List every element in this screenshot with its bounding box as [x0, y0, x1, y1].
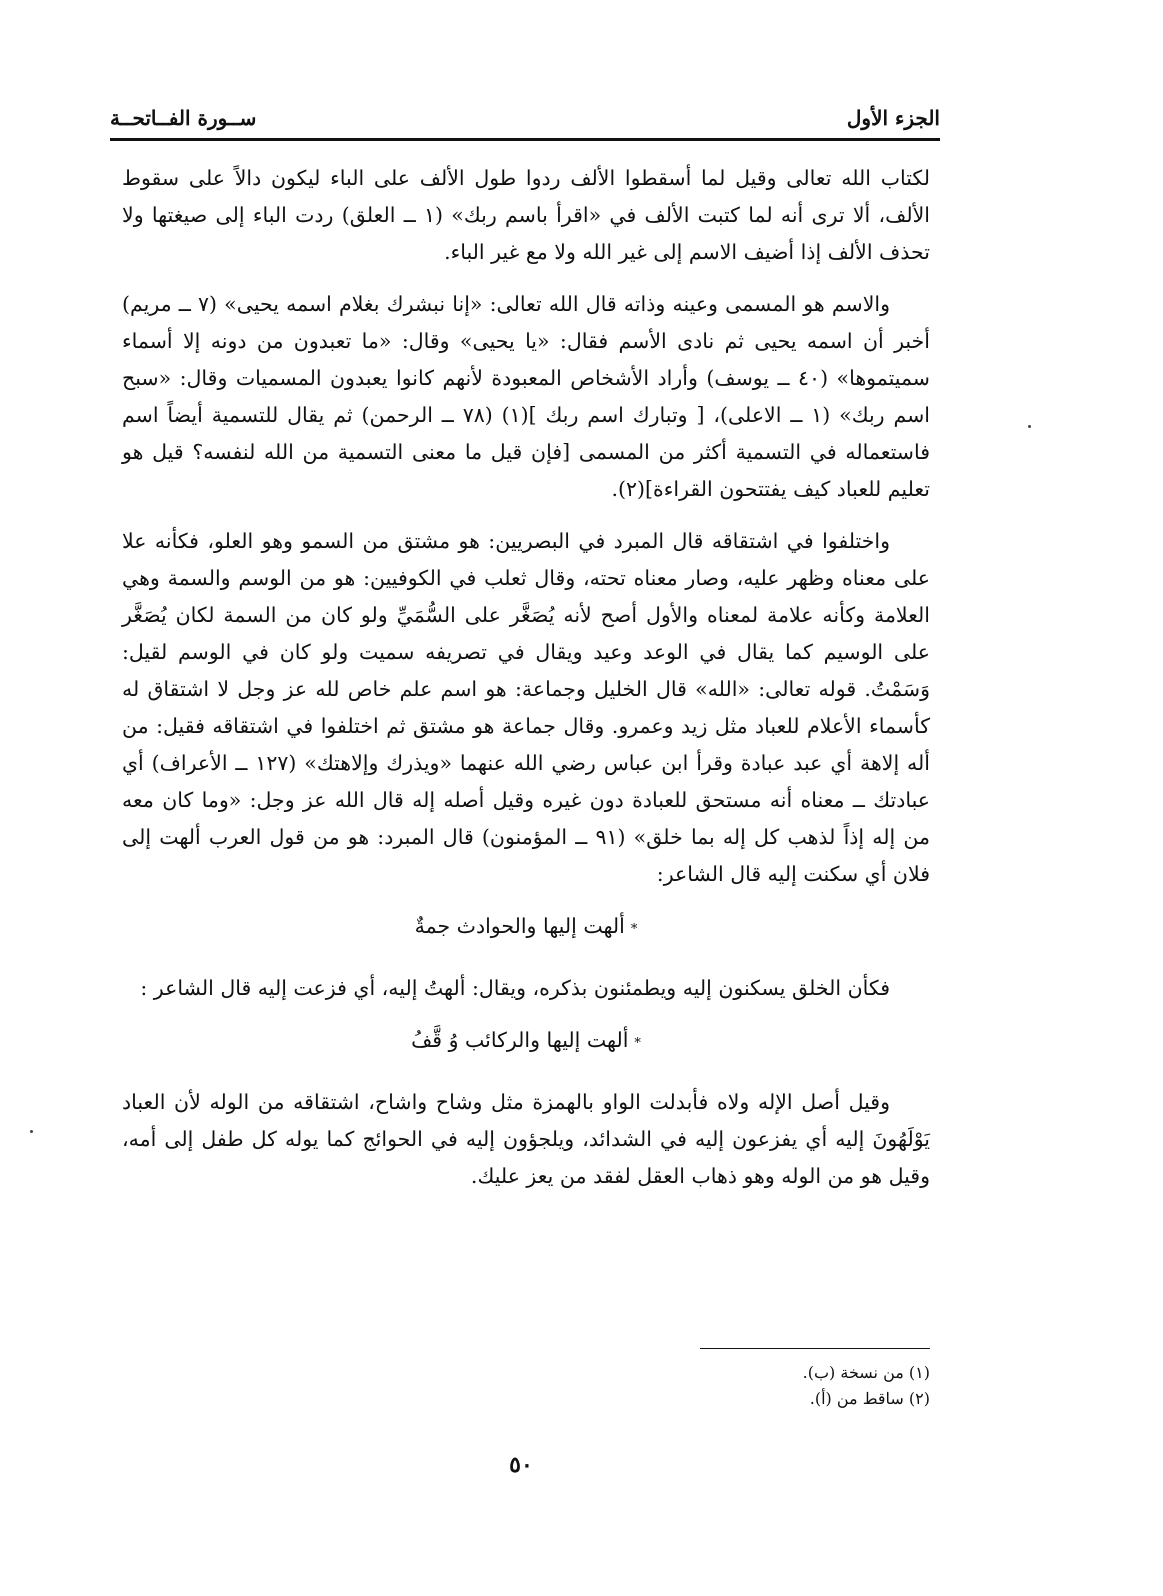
footnote-1: (١) من نسخة (ب). — [802, 1363, 930, 1382]
surah-title: ســورة الفــاتحــة — [110, 106, 257, 130]
main-text — [122, 160, 930, 1210]
scan-speck — [30, 1130, 33, 1133]
footnotes — [600, 1360, 930, 1412]
page-number: ٥٠ — [509, 1452, 533, 1478]
part-title: الجزء الأول — [846, 106, 940, 130]
paragraph-1: لكتاب الله تعالى وقيل لما أسقطوا الألف ردوا طول الألف على الباء ليكون دالاً على سقوط الألف، ألا ترى أنه لما كتبت الألف في «اقرأ باسم ربك» (١ ــ العلق) ردت الباء إلى صيغتها ولا تحذف الألف إذا أضيف الاسم إلى غير الله ولا مع غير الباء. — [122, 166, 930, 264]
poem-verse-1 — [122, 908, 930, 948]
verse-text: ألهت إليها والركائب وُ قَّفُ — [411, 1028, 629, 1052]
paragraph-4: فكأن الخلق يسكنون إليه ويطمئنون بذكره، ويقال: ألهتُ إليه، أي فزعت إليه قال الشاعر : — [140, 976, 890, 1000]
verse-mark: * — [634, 1036, 641, 1051]
paragraph-3: واختلفوا في اشتقاقه قال المبرد في البصريين: هو مشتق من السمو وهو العلو، فكأنه علا على معناه وظهر عليه، وصار معناه تحته، وقال ثعلب في الكوفيين: هو من الوسم والسمة وهي العلامة وكأنه علامة لمعناه والأول أصح لأنه يُصَغَّر على السُّمَيِّ ولو كان من السمة لكان يُصَغَّر على الوسيم كما يقال في الوعد وعيد ويقال في تصريفه سميت ولو كان في الوسم لقيل: وَسَمْتُ. قوله تعالى: «الله» قال الخليل وجماعة: هو اسم علم خاص لله عز وجل لا اشتقاق له كأسماء الأعلام للعباد مثل زيد وعمرو. وقال جماعة هو مشتق ثم اختلفوا في اشتقاقه فقيل: من أله إلاهة أي عبد عبادة وقرأ ابن عباس رضي الله عنهما «ويذرك وإلاهتك» (١٢٧ ــ الأعراف) أي عبادتك ــ معناه أنه مستحق للعبادة دون غيره وقيل أصله إله قال الله عز وجل: «وما كان معه من إله إذاً لذهب كل إله بما خلق» (٩١ ــ المؤمنون) قال المبرد: هو من قول العرب ألهت إلى فلان أي سكنت إليه قال الشاعر: — [122, 529, 930, 886]
header-rule — [110, 138, 940, 141]
poem-verse-2 — [122, 1022, 930, 1062]
footnote-2: (٢) ساقط من (أ). — [809, 1389, 930, 1408]
verse-text: ألهت إليها والحوادث جمةٌ — [414, 914, 625, 938]
paragraph-2: والاسم هو المسمى وعينه وذاته قال الله تعالى: «إنا نبشرك بغلام اسمه يحيى» (٧ ــ مريم) أخبر أن اسمه يحيى ثم نادى الأسم فقال: «يا يحيى» وقال: «ما تعبدون من دونه إلا أسماء سميتموها» (٤٠ ــ يوسف) وأراد الأشخاص المعبودة لأنهم كانوا يعبدون المسميات وقال: «سبح اسم ربك» (١ ــ الاعلى)، [ وتبارك اسم ربك ](١) (٧٨ ــ الرحمن) ثم يقال للتسمية أيضاً اسم فاستعماله في التسمية أكثر من المسمى [فإن قيل ما معنى التسمية من الله لنفسه؟ قيل هو تعليم للعباد كيف يفتتحون القراءة](٢). — [122, 292, 930, 501]
verse-mark: * — [630, 922, 638, 937]
running-head — [110, 98, 940, 138]
scan-speck — [1028, 425, 1031, 428]
footnote-rule — [700, 1348, 930, 1349]
paragraph-5: وقيل أصل الإله ولاه فأبدلت الواو بالهمزة مثل وشاح واشاح، اشتقاقه من الوله لأن العباد يَوْلَهُونَ إليه أي يفزعون إليه في الشدائد، ويلجؤون إليه في الحوائج كما يوله كل طفل إلى أمه، وقيل هو من الوله وهو ذهاب العقل لفقد من يعز عليك. — [122, 1090, 930, 1188]
